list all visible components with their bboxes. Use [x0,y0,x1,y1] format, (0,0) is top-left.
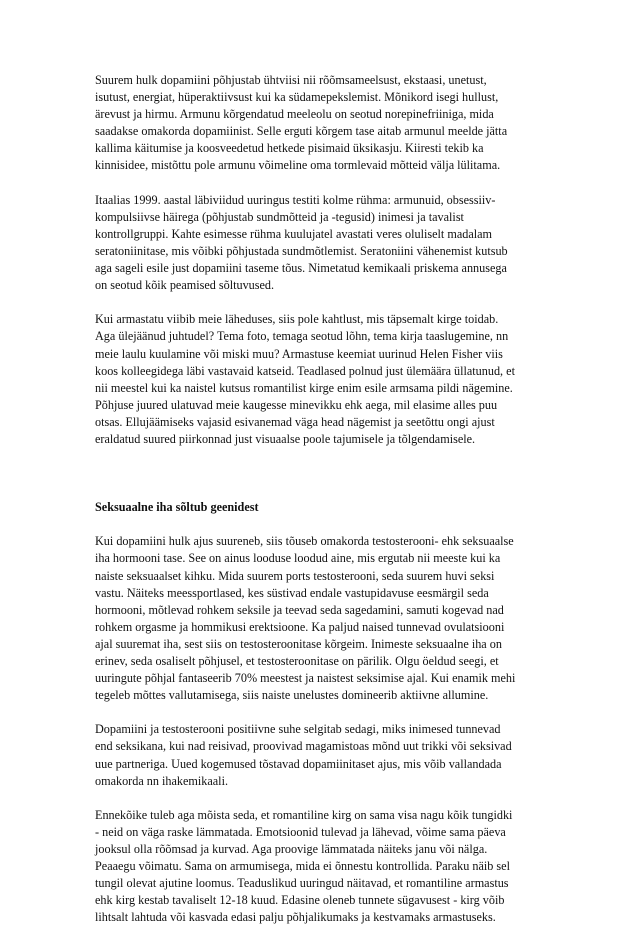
text-line: rohkem orgasme ja hommikusi erektsioone. Ka paljud naised tunnevad ovulatsiooni [95,619,505,634]
text-line: uue partneriga. Uued kogemused tõstavad dopamiinitaset ajus, mis võib vallandada [95,756,502,771]
text-line: koos kolleegidega läbi vastavaid katseid. Teadlased polnud just ülemäära üllatunud, et [95,363,515,378]
text-line: lihtsalt lahtuda või kasvada edasi palju põhjalikumaks ja kestvamaks armastuseks. [95,910,496,925]
text-line: uuringute põhjal fantaseerib 70% meestest ja naistest seksimise ajal. Kui enamik mehi [95,671,516,686]
text-line: ärevust ja hirmu. Armunu kõrgendatud meeleolu on seotud norepinefriiniga, mida [95,107,494,122]
text-line: tegeleb mõttes vallutamisega, siis naiste unelustes domineerib aktiivne allumine. [95,688,489,703]
text-line: kompulsiivse häirega (põhjustab sundmõtteid ja -tegusid) inimesi ja tavalist [95,209,464,224]
section-heading: Seksuaalne iha sõltub geenidest [95,500,259,515]
text-line: Kui dopamiini hulk ajus suureneb, siis tõuseb omakorda testosterooni- ehk seksuaalse [95,534,514,549]
text-line: naiste seksuaalset kihku. Mida suurem ports testosterooni, seda suurem huvi seksi [95,568,495,583]
text-line: aga sageli esile just dopamiini taseme tõus. Nimetatud kemikaali priskema annusega [95,261,507,276]
paragraph-helen-fisher [95,311,555,448]
document-body [95,72,555,944]
section-spacer [95,465,555,499]
text-line: Peaaegu võimatu. Sama on armumisega, mida ei õnnestu kontrollida. Paraku näib sel [95,859,510,874]
paragraph-testosterone [95,533,555,704]
text-line: on seotud kõik peamised sõltuvused. [95,278,275,293]
text-line: ajal suuremat iha, sest siis on testosteroonitase kõrgeim. Inimeste seksuaalne iha on [95,636,502,651]
text-line: omakorda nn ihakemikaali. [95,773,229,788]
text-line: kinnisidee, mistõttu pole armunu võimeline oma tormlevaid mõtteid välja lülitama. [95,158,501,173]
text-line: jooksul olla rõõmsad ja kurvad. Aga proovige lämmatada näiteks janu või nälga. [95,842,488,857]
text-line: eraldatud suured piirkonnad just visuaalse poole tajumisele ja tõlgendamisele. [95,431,476,446]
text-line: - neid on väga raske lämmatada. Emotsioonid tulevad ja lähevad, võime sama päeva [95,824,506,839]
text-line: isutust, energiat, hüperaktiivsust kui ka südamepekslemist. Mõnikord isegi hullust, [95,90,499,105]
text-line: nii meestel kui ka naistel kutsus romantilist kirge enim esile armsama pildi nägemine. [95,380,513,395]
text-line: end seksikana, kui nad reisivad, proovivad magamistoas mõnd uut trikki või seksivad [95,739,512,754]
text-line: seratoniinitase, mis võibki põhjustada sundmõtlemist. Seratoniini vähenemist kutsub [95,243,508,258]
text-line: Itaalias 1999. aastal läbiviidud uuringus testiti kolme rühma: armunuid, obsessiiv- [95,192,496,207]
text-line: kallima käitumise ja koosveedetud hetkede pisimaid üksikasju. Kiiresti tekib ka [95,141,484,156]
text-line: saadakse omakorda dopamiinist. Selle erguti kõrgem tase aitab armunul meelde jätta [95,124,508,139]
text-line: Dopamiini ja testosterooni positiivne suhe selgitab sedagi, miks inimesed tunnevad [95,722,501,737]
text-line: Suurem hulk dopamiini põhjustab ühtviisi nii rõõmsameelsust, ekstaasi, unetust, [95,73,487,87]
text-line: Põhjuse juured ulatuvad meie kaugesse minevikku ehk aega, mil elasime alles puu [95,397,498,412]
paragraph-dopamine-effects [95,72,555,175]
paragraph-new-experiences [95,721,555,789]
text-line: vastu. Näiteks meessportlased, kes süstivad endale vastupidavuse eesmärgil seda [95,585,489,600]
text-line: ehk kirg kestab tavaliselt 12-18 kuud. Edasine oleneb tunnete sügavusest - kirg võib [95,893,505,908]
text-line: Ennekõike tuleb aga mõista seda, et romantiline kirg on sama visa nagu kõik tungidki [95,807,513,822]
paragraph-italy-study [95,192,555,295]
text-line: otsas. Ellujäämiseks vajasid esivanemad väga head nägemist ja seetõttu ongi ajust [95,414,495,429]
text-line: kontrollgruppi. Kahte esimesse rühma kuulujatel avastati veres oluliselt madalam [95,226,493,241]
text-line: Aga ülejäänud juhtudel? Tema foto, temaga seotud lõhn, tema kirja taaslugemine, nn [95,329,509,344]
text-line: Kui armastatu viibib meie läheduses, siis pole kahtlust, mis täpsemalt kirge toidab. [95,312,499,327]
text-line: hormooni, mõtlevad rohkem seksile ja teevad seda sagedamini, samuti kogevad nad [95,602,504,617]
text-line: iha hormooni tase. See on ainus looduse loodud aine, mis ergutab nii meeste kui ka [95,551,501,566]
text-line: meie laulu kuulamine või miski muu? Armastuse keemiat uurinud Helen Fisher viis [95,346,503,361]
paragraph-romantic-passion [95,807,555,927]
text-line: erinev, seda osaliselt põhjusel, et testosteroonitase on pärilik. Olgu öeldud seegi, et [95,654,499,668]
text-line: tungil olevat ajutine loomus. Teaduslikud uuringud näitavad, et romantiline armastus [95,876,509,891]
